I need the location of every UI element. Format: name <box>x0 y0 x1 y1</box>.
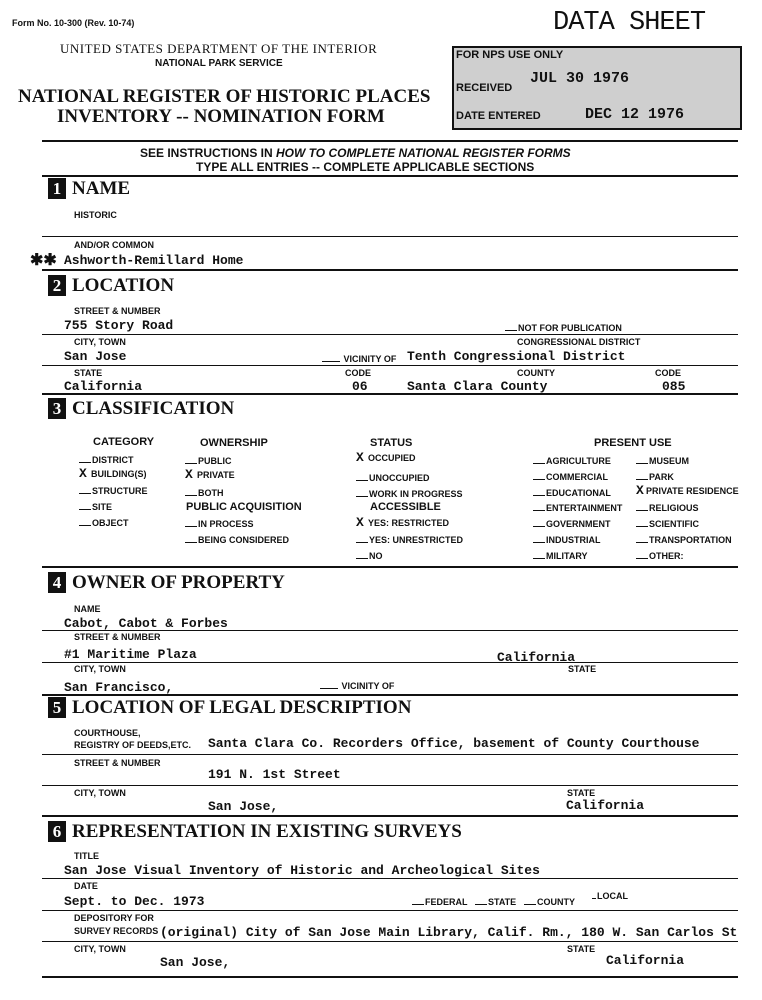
use-park-checkbox[interactable]: PARK <box>636 472 674 482</box>
survey-title-line <box>42 878 738 879</box>
not-for-publication[interactable]: NOT FOR PUBLICATION <box>505 323 622 333</box>
section-4-title: OWNER OF PROPERTY <box>72 572 285 593</box>
survey-state-value: California <box>606 953 685 968</box>
legal-state-value: California <box>566 798 645 813</box>
vicinity-of[interactable]: VICINITY OF <box>322 354 396 364</box>
checked-mark: X <box>79 466 87 481</box>
section-5-number: 5 <box>48 697 66 718</box>
section-3-divider <box>42 566 738 568</box>
section-6-number: 6 <box>48 821 66 842</box>
present-use-heading: PRESENT USE <box>594 437 672 449</box>
use-commercial-checkbox[interactable]: COMMERCIAL <box>533 472 608 482</box>
form-title-line2: INVENTORY -- NOMINATION FORM <box>57 106 385 127</box>
section-2-divider <box>42 393 738 395</box>
legal-city-label: CITY, TOWN <box>74 788 126 798</box>
ownership-private-checkbox[interactable]: X PRIVATE <box>185 467 235 482</box>
state-value: California <box>64 379 143 394</box>
survey-records-label: SURVEY RECORDS <box>74 926 159 936</box>
depository-line <box>42 941 738 942</box>
congressional-district-label: CONGRESSIONAL DISTRICT <box>517 337 641 347</box>
nps-box-title: FOR NPS USE ONLY <box>456 49 564 61</box>
common-name-value: Ashworth-Remillard Home <box>64 253 244 268</box>
city-town-label: CITY, TOWN <box>74 337 126 347</box>
use-government-checkbox[interactable]: GOVERNMENT <box>533 519 611 529</box>
county-label: COUNTY <box>517 368 555 378</box>
legal-street-line <box>42 785 738 786</box>
survey-date-value: Sept. to Dec. 1973 <box>64 894 205 909</box>
owner-street-line <box>42 662 738 663</box>
use-military-checkbox[interactable]: MILITARY <box>533 551 588 561</box>
code-label: CODE <box>345 368 372 378</box>
accessible-yes-restricted-checkbox[interactable]: X YES: RESTRICTED <box>356 515 450 530</box>
date-entered-label: DATE ENTERED <box>456 110 541 122</box>
handwritten-mark: ✱✱ <box>30 252 57 269</box>
registry-value: Santa Clara Co. Recorders Office, basement of County Courthouse <box>208 736 700 751</box>
owner-street-label: STREET & NUMBER <box>74 632 161 642</box>
state-code-value: 06 <box>352 379 368 394</box>
level-federal-checkbox[interactable]: FEDERAL <box>412 897 468 907</box>
owner-state-label: STATE <box>568 664 597 674</box>
county-value: Santa Clara County <box>407 379 548 394</box>
owner-name-line <box>42 630 738 631</box>
accessible-no-checkbox[interactable]: NO <box>356 551 383 561</box>
agency-name: UNITED STATES DEPARTMENT OF THE INTERIOR <box>60 41 378 56</box>
acquisition-in-process-checkbox[interactable]: IN PROCESS <box>185 519 254 529</box>
use-transportation-checkbox[interactable]: TRANSPORTATION <box>636 535 732 545</box>
section-3-number: 3 <box>48 398 66 419</box>
category-object-checkbox[interactable]: OBJECT <box>79 518 129 528</box>
acquisition-being-considered-checkbox[interactable]: BEING CONSIDERED <box>185 535 289 545</box>
legal-street-label: STREET & NUMBER <box>74 758 161 768</box>
county-code-label: CODE <box>655 368 682 378</box>
street-number-label: STREET & NUMBER <box>74 306 161 316</box>
legal-state-label: STATE <box>567 788 596 798</box>
owner-street-value: #1 Maritime Plaza <box>64 647 197 662</box>
use-scientific-checkbox[interactable]: SCIENTIFIC <box>636 519 699 529</box>
use-private-residence-checkbox[interactable]: X PRIVATE RESIDENCE <box>636 483 739 498</box>
courthouse-label: COURTHOUSE, <box>74 728 141 738</box>
section-5-title: LOCATION OF LEGAL DESCRIPTION <box>72 697 412 718</box>
survey-date-line <box>42 910 738 911</box>
level-state-checkbox[interactable]: STATE <box>475 897 516 907</box>
owner-state-value: California <box>497 650 576 665</box>
owner-name-value: Cabot, Cabot & Forbes <box>64 616 228 631</box>
use-museum-checkbox[interactable]: MUSEUM <box>636 456 689 466</box>
legal-city-value: San Jose, <box>208 799 279 814</box>
status-unoccupied-checkbox[interactable]: UNOCCUPIED <box>356 473 430 483</box>
owner-city-label: CITY, TOWN <box>74 664 126 674</box>
received-label: RECEIVED <box>456 82 513 94</box>
status-work-in-progress-checkbox[interactable]: WORK IN PROGRESS <box>356 489 463 499</box>
checked-mark: X <box>356 450 364 465</box>
survey-title-value: San Jose Visual Inventory of Historic and Archeological Sites <box>64 863 540 878</box>
county-code-value: 085 <box>662 379 686 394</box>
ownership-both-checkbox[interactable]: BOTH <box>185 488 224 498</box>
city-town-value: San Jose <box>64 349 127 364</box>
section-2-title: LOCATION <box>72 275 175 296</box>
received-date: JUL 30 1976 <box>530 70 630 87</box>
category-structure-checkbox[interactable]: STRUCTURE <box>79 486 148 496</box>
section-4-number: 4 <box>48 572 66 593</box>
registry-line <box>42 754 738 755</box>
section-5-divider <box>42 815 738 817</box>
city-line <box>42 365 738 366</box>
congressional-district-value: Tenth Congressional District <box>407 349 626 364</box>
ownership-heading: OWNERSHIP <box>200 437 268 449</box>
section-2-number: 2 <box>48 275 66 296</box>
category-district-checkbox[interactable]: DISTRICT <box>79 455 134 465</box>
category-heading: CATEGORY <box>93 436 155 448</box>
ownership-public-checkbox[interactable]: PUBLIC <box>185 456 232 466</box>
level-local-checkbox[interactable]: LOCAL <box>581 891 628 901</box>
use-other-checkbox[interactable]: OTHER: <box>636 551 684 561</box>
common-name-label: AND/OR COMMON <box>74 240 154 250</box>
owner-vicinity-of[interactable]: VICINITY OF <box>320 681 394 691</box>
historic-line <box>42 236 738 237</box>
legal-street-value: 191 N. 1st Street <box>208 767 341 782</box>
survey-city-label: CITY, TOWN <box>74 944 126 954</box>
checked-mark: X <box>356 515 364 530</box>
owner-name-label: NAME <box>74 604 101 614</box>
data-sheet-stamp: DATA SHEET <box>553 8 706 38</box>
depository-label: DEPOSITORY FOR <box>74 913 154 923</box>
survey-state-label: STATE <box>567 944 596 954</box>
section-4-divider <box>42 694 738 696</box>
use-entertainment-checkbox[interactable]: ENTERTAINMENT <box>533 503 622 513</box>
use-agriculture-checkbox[interactable]: AGRICULTURE <box>533 456 611 466</box>
state-label: STATE <box>74 368 103 378</box>
historic-label: HISTORIC <box>74 210 117 220</box>
section-1-number: 1 <box>48 178 66 199</box>
section-1-title: NAME <box>72 178 131 199</box>
section-6-divider <box>42 976 738 978</box>
public-acquisition-heading: PUBLIC ACQUISITION <box>186 501 302 513</box>
section-6-title: REPRESENTATION IN EXISTING SURVEYS <box>72 821 462 842</box>
section-3-title: CLASSIFICATION <box>72 398 235 419</box>
form-number: Form No. 10-300 (Rev. 10-74) <box>12 18 135 28</box>
street-line <box>42 334 738 335</box>
instructions-line2: TYPE ALL ENTRIES -- COMPLETE APPLICABLE SECTIONS <box>196 160 535 174</box>
accessible-yes-unrestricted-checkbox[interactable]: YES: UNRESTRICTED <box>356 535 463 545</box>
level-county-checkbox[interactable]: COUNTY <box>524 897 575 907</box>
service-name: NATIONAL PARK SERVICE <box>155 58 283 69</box>
category-site-checkbox[interactable]: SITE <box>79 502 112 512</box>
use-industrial-checkbox[interactable]: INDUSTRIAL <box>533 535 601 545</box>
survey-date-label: DATE <box>74 881 98 891</box>
header-divider <box>42 140 738 142</box>
depository-value: (original) City of San Jose Main Library, Calif. Rm., 180 W. San Carlos St <box>160 925 738 940</box>
use-religious-checkbox[interactable]: RELIGIOUS <box>636 503 699 513</box>
use-educational-checkbox[interactable]: EDUCATIONAL <box>533 488 611 498</box>
checked-mark: X <box>185 467 193 482</box>
accessible-heading: ACCESSIBLE <box>370 501 441 513</box>
instructions-line1: SEE INSTRUCTIONS IN HOW TO COMPLETE NATIONAL REGISTER FORMS <box>140 146 571 160</box>
registry-of-deeds-label: REGISTRY OF DEEDS,ETC. <box>74 740 192 750</box>
survey-title-label: TITLE <box>74 851 99 861</box>
checked-mark: X <box>636 483 644 498</box>
category-buildings-checkbox[interactable]: X BUILDING(S) <box>79 466 147 481</box>
form-title-line1: NATIONAL REGISTER OF HISTORIC PLACES <box>18 86 431 107</box>
street-number-value: 755 Story Road <box>64 318 174 333</box>
section-1-divider <box>42 269 738 271</box>
date-entered-value: DEC 12 1976 <box>585 106 685 123</box>
owner-city-value: San Francisco, <box>64 680 174 695</box>
instructions-divider <box>42 175 738 177</box>
survey-city-value: San Jose, <box>160 955 231 970</box>
status-occupied-checkbox[interactable]: X OCCUPIED <box>356 450 416 465</box>
status-heading: STATUS <box>370 437 413 449</box>
